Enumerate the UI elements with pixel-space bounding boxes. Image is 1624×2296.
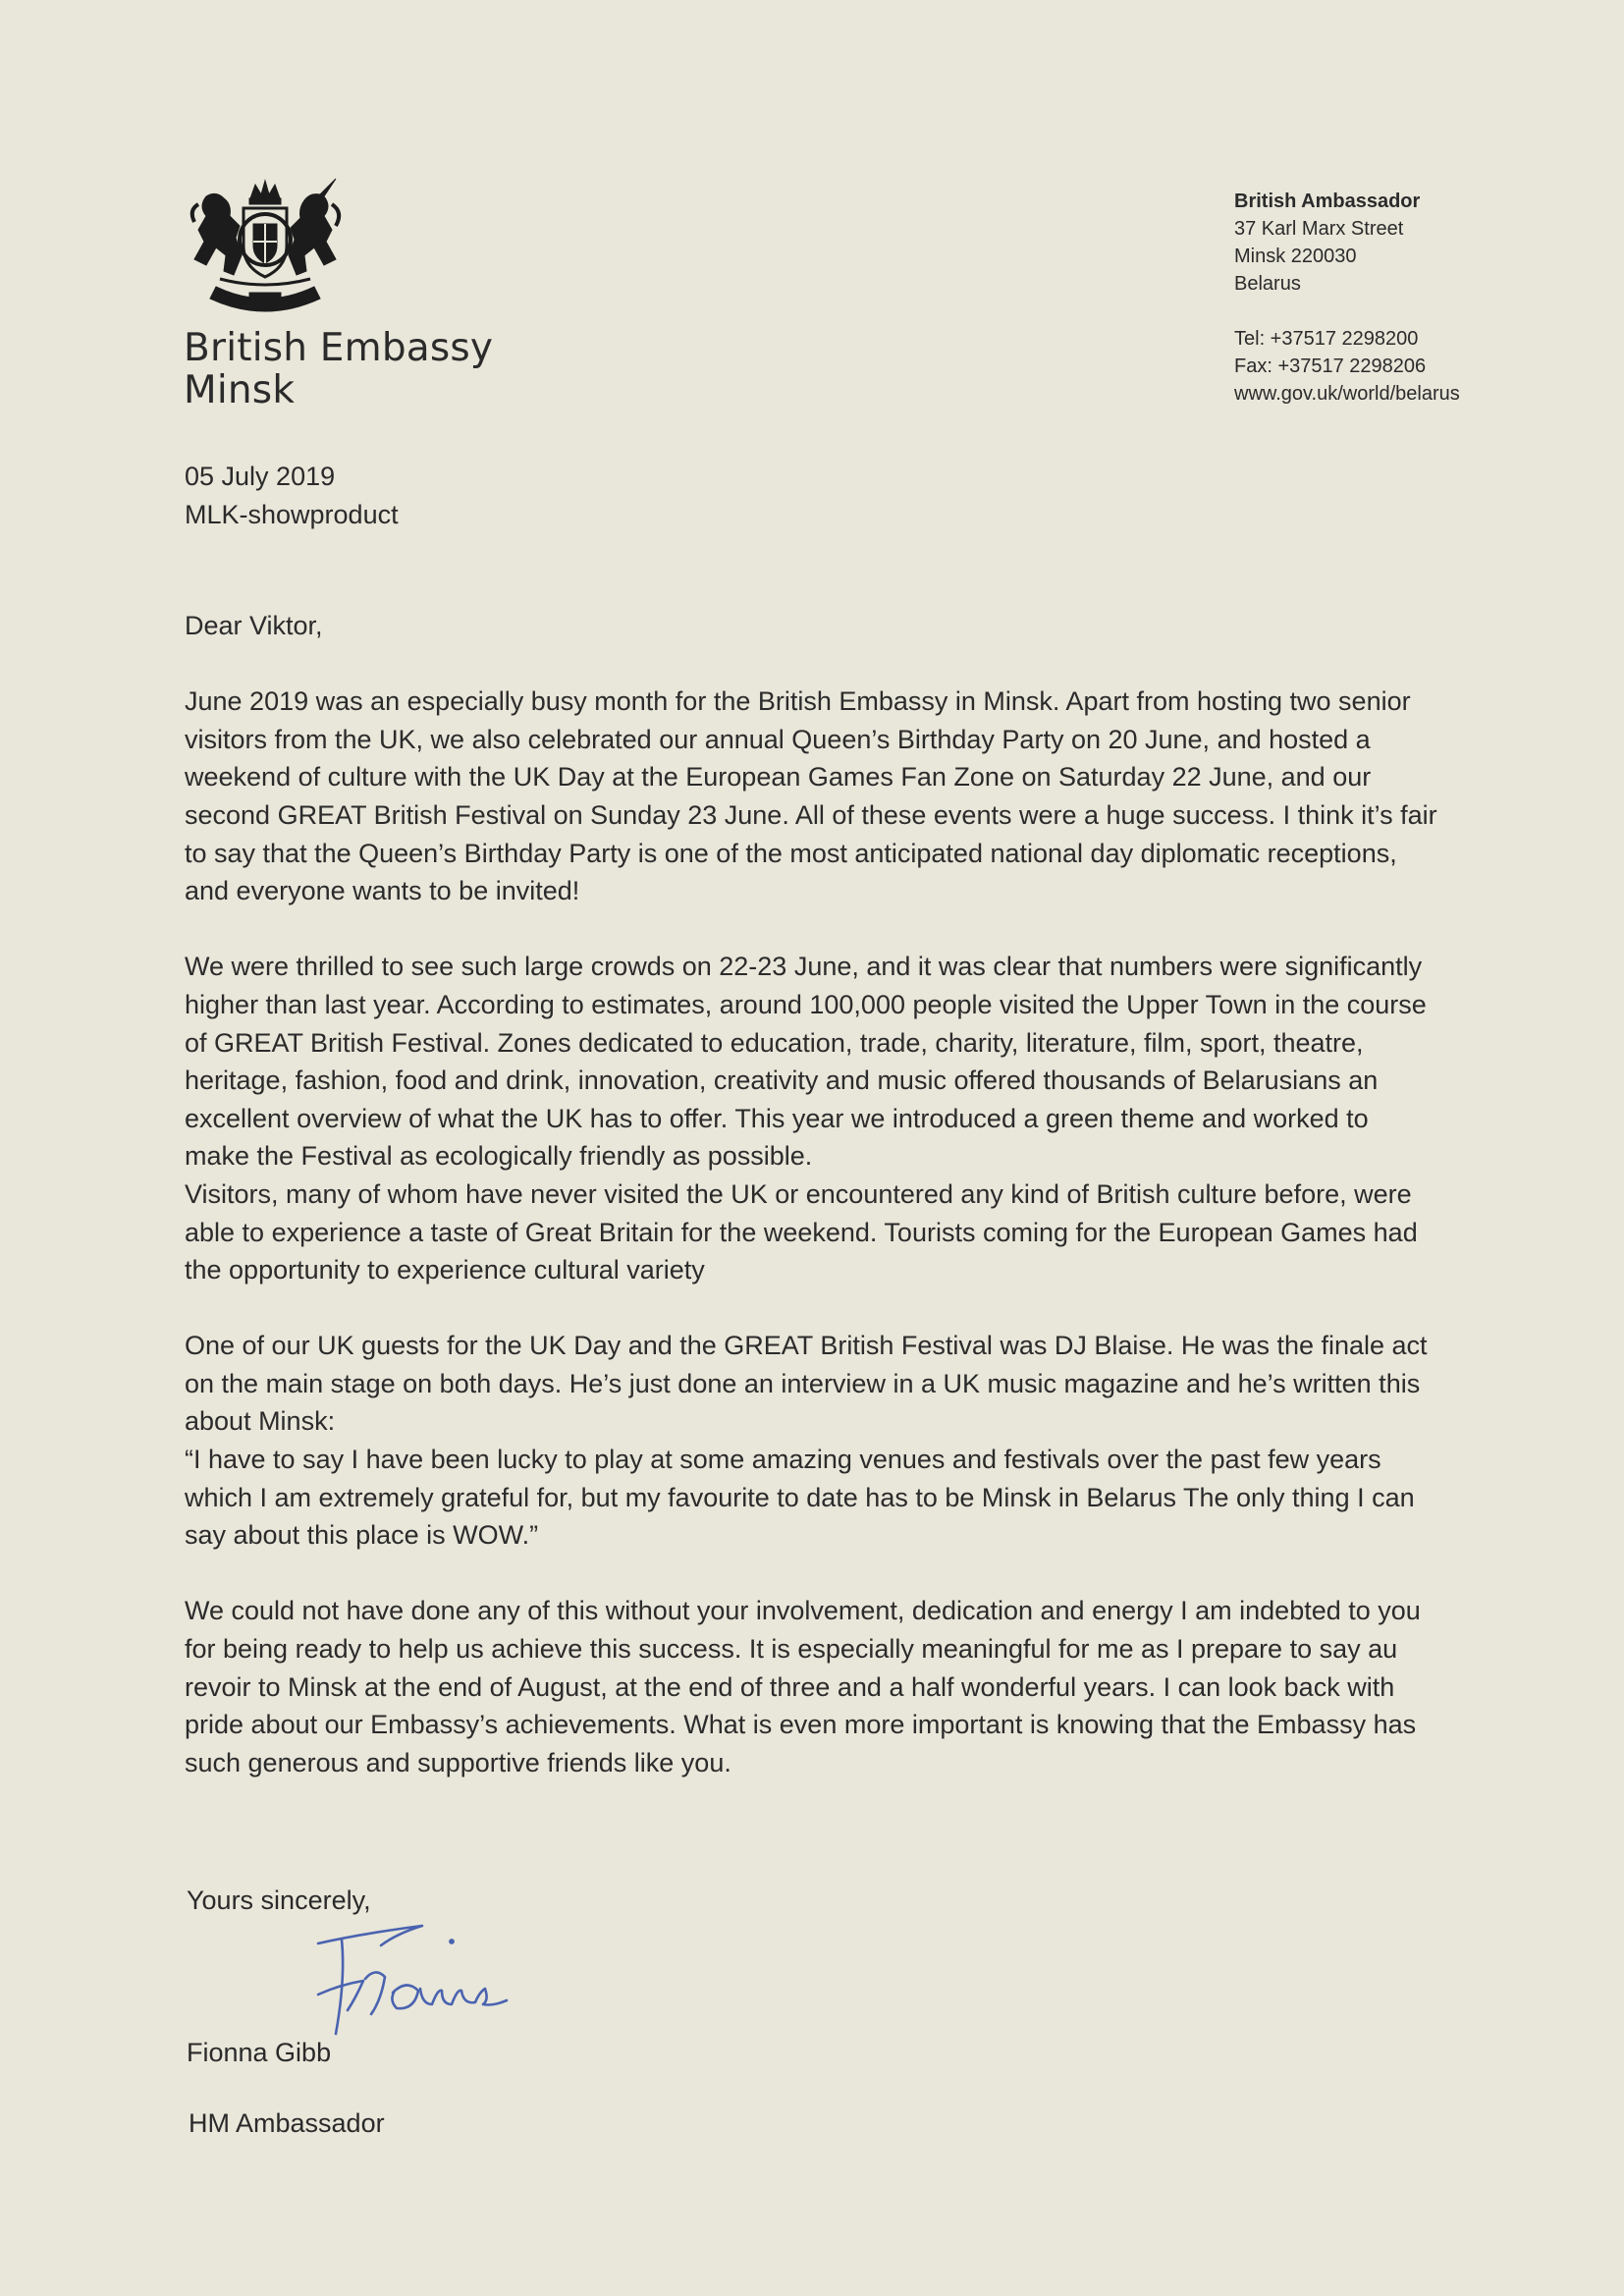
- embassy-name-line1: British Embassy: [184, 326, 494, 370]
- paragraph-4: One of our UK guests for the UK Day and the GREAT British Festival was DJ Blaise. He was the finale act on the main stage on both days. He’s just done an interview in a UK music magazine and he’s written this about Minsk:: [185, 1331, 1428, 1437]
- signatory-name: Fionna Gibb: [187, 2038, 332, 2067]
- letter-body: [185, 607, 1490, 1781]
- paragraph-spacer: [185, 1289, 1490, 1328]
- handwritten-signature: [312, 1920, 568, 2048]
- embassy-name: [184, 327, 493, 411]
- letter-reference: MLK-showproduct: [185, 500, 399, 529]
- address-spacer: [1234, 298, 1460, 325]
- paragraph-5: We could not have done any of this without your involvement, dedication and energy I am indebted to you for being ready to help us achieve this success. It is especially meaningful for me as I prepare to say au revoir to Minsk at the end of August, at the end of three and a half wonderful years. I can look back with pride about our Embassy’s achievements. What is even more important is knowing that the Embassy has such generous and supportive friends like you.: [185, 1596, 1421, 1777]
- royal-coat-of-arms-emblem: [177, 177, 353, 324]
- address-country: Belarus: [1234, 273, 1301, 295]
- paragraph-1: June 2019 was an especially busy month for the British Embassy in Minsk. Apart from hosting two senior visitors from the UK, we also celebrated our annual Queen’s Birthday Party on 20 June, and hosted a weekend of culture with the UK Day at the European Games Fan Zone on Saturday 22 June, and our second GREAT British Festival on Sunday 23 June. All of these events were a huge success. I think it’s fair to say that the Queen’s Birthday Party is one of the most anticipated national day diplomatic receptions, and everyone wants to be invited!: [185, 686, 1437, 906]
- embassy-name-line2: Minsk: [184, 368, 296, 412]
- phone-number: Tel: +37517 2298200: [1234, 328, 1419, 350]
- date-reference-block: [185, 458, 399, 534]
- address-street: 37 Karl Marx Street: [1234, 218, 1404, 240]
- sender-title: British Ambassador: [1234, 191, 1421, 212]
- sender-address-block: [1234, 188, 1460, 408]
- salutation: Dear Viktor,: [185, 611, 323, 640]
- website: www.gov.uk/world/belarus: [1234, 383, 1460, 405]
- paragraph-spacer: [185, 1555, 1490, 1593]
- fax-number: Fax: +37517 2298206: [1234, 355, 1427, 377]
- signatory-title: HM Ambassador: [189, 2108, 385, 2138]
- letter-date: 05 July 2019: [185, 462, 336, 491]
- paragraph-spacer: [185, 645, 1490, 683]
- paragraph-spacer: [185, 910, 1490, 949]
- valediction: Yours sincerely,: [187, 1886, 371, 1915]
- address-city: Minsk 220030: [1234, 246, 1357, 267]
- paragraph-2: We were thrilled to see such large crowds on 22-23 June, and it was clear that numbers were significantly higher than last year. According to estimates, around 100,000 people visited the Upper Town in the course of GREAT British Festival. Zones dedicated to education, trade, charity, literature, film, sport, theatre, heritage, fashion, food and drink, innovation, creativity and music offered thousands of Belarusians an excellent overview of what the UK has to offer. This year we introduced a green theme and worked to make the Festival as ecologically friendly as possible.: [185, 952, 1427, 1172]
- quote: “I have to say I have been lucky to play at some amazing venues and festivals over the past few years which I am extremely grateful for, but my favourite to date has to be Minsk in Belarus The only thing I can say about this place is WOW.”: [185, 1445, 1415, 1551]
- paragraph-3: Visitors, many of whom have never visited the UK or encountered any kind of British culture before, were able to experience a taste of Great Britain for the weekend. Tourists coming for the European Games had the opportunity to experience cultural variety: [185, 1178, 1418, 1285]
